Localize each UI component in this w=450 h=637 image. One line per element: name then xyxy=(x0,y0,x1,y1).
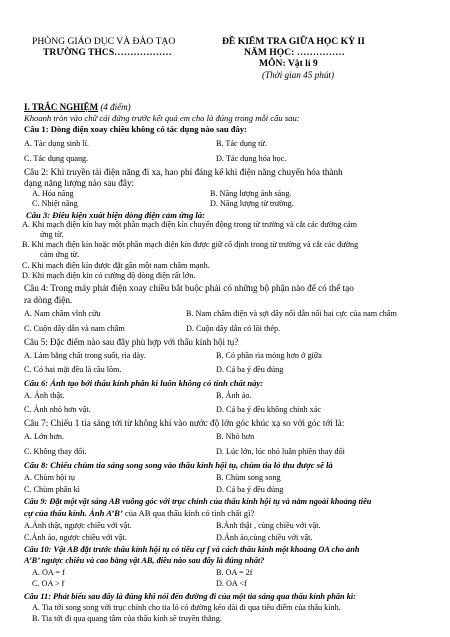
school-name: TRƯỜNG THCS……………… xyxy=(43,47,172,58)
q6-option-d[interactable]: D. Cả ba ý đều không chính xác xyxy=(216,405,322,414)
q2-option-b[interactable]: B. Năng lượng ánh sáng. xyxy=(210,189,292,198)
question-9-stem-part-a: cự của thấu kính. Ảnh A’B’ xyxy=(24,508,123,518)
q3-option-d[interactable]: D. Khi mạch điện kín có cường độ dòng điện rất lớn. xyxy=(22,271,196,280)
q4-option-b[interactable]: B. Nam châm điện và sợi dây nối dẫn nối hai cực của nam châm xyxy=(186,309,397,318)
q11-option-a[interactable]: A. Tia tới song song với trục chính cho tia ló có đường kéo dài đi qua tiêu điểm của thấu kính. xyxy=(32,603,341,612)
question-9-stem-part-b: của AB qua thấu kính có tính chất gì? xyxy=(122,508,255,518)
q5-option-a[interactable]: A. Làm bằng chất trong suốt, rìa dày. xyxy=(24,351,146,360)
q9-option-d[interactable]: D.Ảnh ảo,cùng chiều với vật. xyxy=(216,533,313,542)
q7-option-d[interactable]: D. Lúc lớn, lúc nhỏ luân phiên thay đổi xyxy=(216,447,345,456)
q5-option-b[interactable]: B. Có phần rìa mỏng hơn ở giữa xyxy=(216,351,322,360)
q4-option-a[interactable]: A. Nam châm vĩnh cửu xyxy=(24,309,101,318)
section-heading xyxy=(24,102,131,112)
q8-option-d[interactable]: D. Cả ba ý đều đúng xyxy=(216,485,284,494)
q4-option-d[interactable]: D. Cuộn dây dẫn có lõi thép. xyxy=(186,324,281,333)
exam-duration: (Thời gian 45 phút) xyxy=(262,70,335,80)
question-10-stem-line-2: A’B’ ngược chiều và cao bằng vật AB, điều nào sau đây là đúng nhất? xyxy=(24,556,265,565)
q9-option-b[interactable]: B.Ảnh thật , cùng chiều với vật. xyxy=(216,521,321,530)
question-9-stem-line-2 xyxy=(24,508,450,518)
q5-option-d[interactable]: D. Cả ba ý đều đúng xyxy=(216,365,284,374)
q1-option-b[interactable]: B. Tác dụng từ. xyxy=(216,139,267,148)
school-year: NĂM HỌC: …………… xyxy=(244,47,345,58)
question-6-stem: Câu 6: Ảnh tạo bởi thấu kính phân kì luôn không có tính chất này: xyxy=(24,378,264,388)
question-8-stem: Câu 8: Chiếu chùm tia sáng song song vào thấu kính hội tụ, chùm tia ló thu được sẽ là xyxy=(24,460,333,470)
q3-option-b-line-1[interactable]: B. Khi mạch điện kín hoặc một phần mạch điện kín được giữ cố định trong từ trường và cắt các đường xyxy=(22,240,359,249)
q7-option-c[interactable]: C. Không thay đổi. xyxy=(24,447,87,456)
q6-option-c[interactable]: C. Ảnh nhỏ hơn vật. xyxy=(24,405,91,414)
q6-option-b[interactable]: B. Ảnh ảo. xyxy=(216,391,252,400)
q11-option-b[interactable]: B. Tia tới đi qua quang tâm của thấu kính sẽ truyền thẳng. xyxy=(32,614,222,623)
section-points: (4 điểm) xyxy=(100,102,131,112)
q7-option-b[interactable]: B. Nhỏ hơn xyxy=(216,432,255,441)
question-2-stem-line-2: dạng năng lượng nào sau đây: xyxy=(24,178,135,188)
department-name: PHÒNG GIÁO DỤC VÀ ĐÀO TẠO xyxy=(32,36,176,47)
question-1 xyxy=(24,124,450,134)
q8-option-b[interactable]: B. Chùm song song xyxy=(216,473,281,482)
q4-option-c[interactable]: C. Cuộn dây dẫn và nam châm xyxy=(24,324,125,333)
q9-option-c[interactable]: C.Ảnh ảo, ngược chiều với vật. xyxy=(24,533,127,542)
q9-option-a[interactable]: A.Ảnh thật, ngược chiều với vật. xyxy=(24,521,132,530)
question-10-stem-line-1: Câu 10: Vật AB đặt trước thấu kính hội tụ có tiêu cự f và cách thấu kính một khoảng OA cho ảnh xyxy=(24,545,360,554)
q7-option-a[interactable]: A. Lớn hơn. xyxy=(24,432,65,441)
section-title: I. TRẮC NGHIỆM xyxy=(24,102,99,112)
subject-name: MÔN: Vật lí 9 xyxy=(259,58,318,69)
question-5-stem: Câu 5: Đặc điểm nào sau đây phù hợp với thấu kính hội tụ? xyxy=(24,337,239,347)
section-instruction: Khoanh tròn vào chữ cái đứng trước kết quả em cho là đúng trong mỗi câu sau: xyxy=(24,113,300,123)
q8-option-c[interactable]: C. Chùm phân kì xyxy=(24,485,80,494)
q2-option-c[interactable]: C. Nhiệt năng xyxy=(32,199,78,208)
question-4-stem-line-1: Câu 4: Trong máy phát điện xoay chiều bắt buộc phải có những bộ phận nào để có thể tạo xyxy=(24,283,354,293)
q5-option-c[interactable]: C. Có hai mặt đều là cầu lõm. xyxy=(24,365,122,374)
question-stem: Câu 1: Dòng điện xoay chiều không có tác dụng nào sau đây: xyxy=(24,124,248,134)
exam-title: ĐỀ KIỂM TRA GIỮA HỌC KỲ II xyxy=(222,36,365,47)
q2-option-d[interactable]: D. Năng lượng từ trường. xyxy=(210,199,294,208)
question-3-stem: Câu 3: Điều kiện xuất hiện dòng điện cảm ứng là: xyxy=(26,210,205,220)
q1-option-c[interactable]: C. Tác dụng quang. xyxy=(24,154,89,163)
q10-option-a[interactable]: A. OA = f xyxy=(32,568,65,577)
q3-option-a-line-2[interactable]: ứng từ. xyxy=(40,230,64,239)
q6-option-a[interactable]: A. Ảnh thật. xyxy=(24,391,65,400)
question-11-stem: Câu 11: Phát biểu sau đây là đúng khi nói đến đường đi của một tia sáng qua thấu kính phân kì: xyxy=(24,592,356,601)
question-9-stem-line-1: Câu 9: Đặt một vật sáng AB vuông góc với trục chính của thấu kính hội tụ và nằm ngoài khoảng tiêu xyxy=(24,497,372,506)
q2-option-a[interactable]: A. Hóa năng xyxy=(32,189,74,198)
q8-option-a[interactable]: A. Chùm hội tụ xyxy=(24,473,75,482)
q10-option-b[interactable]: B. OA = 2f xyxy=(216,568,253,577)
question-2-stem-line-1: Câu 2: Khi truyền tải điện năng đi xa, hao phí đáng kể khi điện năng chuyển hóa thành xyxy=(24,167,343,177)
q1-option-d[interactable]: D. Tác dụng hóa học. xyxy=(216,154,287,163)
q10-option-d[interactable]: D. OA <f xyxy=(216,579,247,588)
question-4-stem-line-2: ra dòng điện. xyxy=(24,295,73,305)
q3-option-c[interactable]: C. Khi mạch điện kín được đặt gần một nam châm mạnh. xyxy=(22,261,210,270)
q1-option-a[interactable]: A. Tác dụng sinh lí. xyxy=(24,139,89,148)
q10-option-c[interactable]: C. OA > f xyxy=(32,579,65,588)
q3-option-a-line-1[interactable]: A. Khi mạch điện kín hay một phần mạch điện kín chuyển động trong từ trường và cắt các đường cảm xyxy=(22,220,358,229)
q3-option-b-line-2[interactable]: cảm ứng từ. xyxy=(40,250,80,259)
question-7-stem: Câu 7: Chiếu 1 tia sáng tới từ không khí vào nước độ lớn góc khúc xạ so với góc tới là: xyxy=(24,418,345,428)
